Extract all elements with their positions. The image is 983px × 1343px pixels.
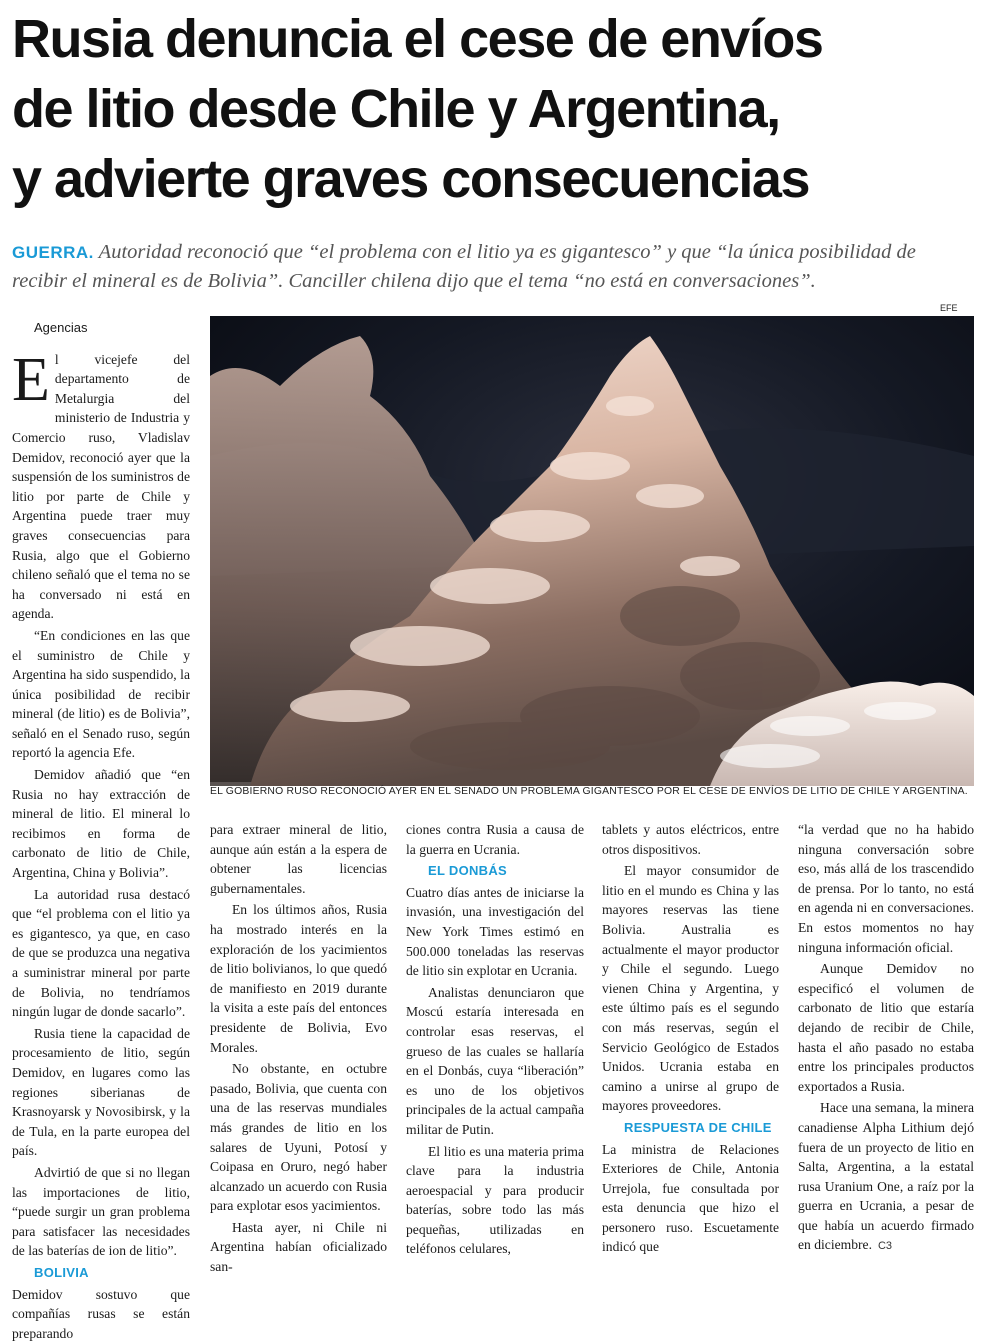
paragraph: Analistas denunciaron que Moscú estaría interesada en controlar esas reservas, el grueso de las cuales se hallaría en el Donbás, cuya “liberación” es uno de los objetivos principales de la actual campaña militar de Putin.: [406, 983, 584, 1140]
paragraph: tablets y autos eléctricos, entre otros dispositivos.: [602, 820, 779, 859]
paragraph: “En condiciones en las que el suministro de Chile y Argentina ha sido suspendido, la única posibilidad de recibir mineral (de litio) es de Bolivia”, señaló en el Senado ruso, según reportó la agencia Efe.: [12, 626, 190, 763]
paragraph: “la verdad que no ha habido ninguna conversación sobre eso, más allá de los trascendido de prensa. Por lo tanto, no está en agenda ni en conversaciones. En estos momentos no hay ninguna información oficial.: [798, 820, 974, 957]
subhead: [12, 238, 972, 295]
section-heading-chile: RESPUESTA DE CHILE: [602, 1118, 779, 1138]
paragraph: La autoridad rusa destacó que “el problema con el litio ya es gigantesco, ya que, en caso de que se produzca una negativa a suministrar mineral por parte de Bolivia, no tendríamos ningún lugar de donde sacarlo”.: [12, 885, 190, 1022]
dropcap: E: [12, 354, 55, 410]
headline: [12, 4, 972, 214]
salt-crystal-image: [210, 316, 974, 782]
paragraph: Advirtió de que si no llegan las importaciones de litio, “puede surgir un gran problema para satisfacer las necesidades de las baterías de ion de litio”.: [12, 1163, 190, 1261]
paragraph: El mayor consumidor de litio en el mundo es China y las mayores reservas las tiene Bolivia. Australia es actualmente el mayor productor y Chile el segundo. Luego vienen China y Argentina, y este último país es el segundo con más reservas, según el Servicio Geológico de Estados Unidos. Ucrania estaba en camino a unirse al grupo de mayores proveedores.: [602, 861, 779, 1116]
paragraph: El litio es una materia prima clave para la industria aeroespacial y para producir baterías, sobre todo las más pequeñas, utilizadas en teléfonos celulares,: [406, 1142, 584, 1260]
paragraph: Aunque Demidov no especificó el volumen de carbonato de litio que estaría dejando de recibir de Chile, hasta el año pasado no estaba entre los principales productos exportados a Rusia.: [798, 959, 974, 1096]
paragraph: para extraer mineral de litio, aunque aún están a la espera de obtener las licencias gubernamentales.: [210, 820, 387, 898]
headline-line-3: y advierte graves consecuencias: [12, 144, 972, 214]
section-heading-bolivia: BOLIVIA: [12, 1263, 190, 1283]
lead-paragraph: [12, 350, 190, 624]
article-column-2: [210, 820, 387, 1277]
paragraph: Cuatro días antes de iniciarse la invasión, una investigación del New York Times estimó en 500.000 toneladas las reservas de litio sin explotar en Ucrania.: [406, 883, 584, 981]
paragraph: No obstante, en octubre pasado, Bolivia, que cuenta con una de las reservas mundiales más grandes de litio en los salares de Uyuni, Potosí y Coipasa en Oruro, negó haber alcanzado un acuerdo con Rusia para explotar esos yacimientos.: [210, 1059, 387, 1216]
article-column-1: [12, 318, 190, 1343]
headline-line-1: Rusia denuncia el cese de envíos: [12, 4, 972, 74]
article-column-3: [406, 820, 584, 1259]
subhead-text: Autoridad reconoció que “el problema con el litio ya es gigantesco” y que “la única posibilidad de recibir el mineral es de Bolivia”. Canciller chilena dijo que el tema “no está en conversaciones”.: [12, 241, 916, 292]
photo-caption: EL GOBIERNO RUSO RECONOCIÓ AYER EN EL SENADO UN PROBLEMA GIGANTESCO POR EL CESE DE ENVÍOS DE LITIO DE CHILE Y ARGENTINA.: [210, 786, 974, 797]
paragraph: Hasta ayer, ni Chile ni Argentina habían oficializado san-: [210, 1218, 387, 1277]
paragraph: ciones contra Rusia a causa de la guerra en Ucrania.: [406, 820, 584, 859]
paragraph: Demidov sostuvo que compañías rusas se están preparando: [12, 1285, 190, 1343]
paragraph: [798, 1098, 974, 1257]
photo-credit: EFE: [940, 303, 958, 313]
paragraph: Demidov añadió que “en Rusia no hay extracción de mineral de litio. El mineral lo recibimos en forma de carbonato de litio de Chile, Argentina, China y Bolivia”.: [12, 765, 190, 883]
lead-text: l vicejefe del departamento de Metalurgia del ministerio de Industria y Comercio ruso, Vladislav Demidov, reconoció ayer que la suspensión de los suministros de litio por parte de Chile y Argentina puede traer muy graves consecuencias para Rusia, algo que el Gobierno chileno señaló que el tema no se ha conversado ni está en agenda.: [12, 352, 190, 622]
headline-line-2: de litio desde Chile y Argentina,: [12, 74, 972, 144]
paragraph: La ministra de Relaciones Exteriores de Chile, Antonia Urrejola, fue consultada por esta denuncia que hizo el personero ruso. Escuetamente indicó que: [602, 1140, 779, 1258]
end-mark-icon: C3: [878, 1240, 892, 1252]
final-text: Hace una semana, la minera canadiense Alpha Lithium dejó fuera de un proyecto de litio en Salta, Argentina, a la estatal rusa Uranium One, a raíz por la guerra en Ucrania, a pesar de que había un acuerdo firmado en diciembre.: [798, 1100, 974, 1252]
article-column-4: [602, 820, 779, 1257]
paragraph: En los últimos años, Rusia ha mostrado interés en la exploración de los yacimientos de litio bolivianos, lo que quedó de manifiesto en 2019 durante la visita a este país del entonces presidente de Bolivia, Evo Morales.: [210, 900, 387, 1057]
subhead-kicker: GUERRA.: [12, 243, 94, 262]
byline: Agencias: [12, 318, 190, 338]
article-column-5: [798, 820, 974, 1257]
section-heading-donbas: EL DONBÁS: [406, 861, 584, 881]
lithium-salt-photo: [210, 316, 974, 782]
paragraph: Rusia tiene la capacidad de procesamiento de litio, según Demidov, en lugares como las regiones siberianas de Krasnoyarsk y Novosibirsk, y la de Tula, en la parte europea del país.: [12, 1024, 190, 1161]
